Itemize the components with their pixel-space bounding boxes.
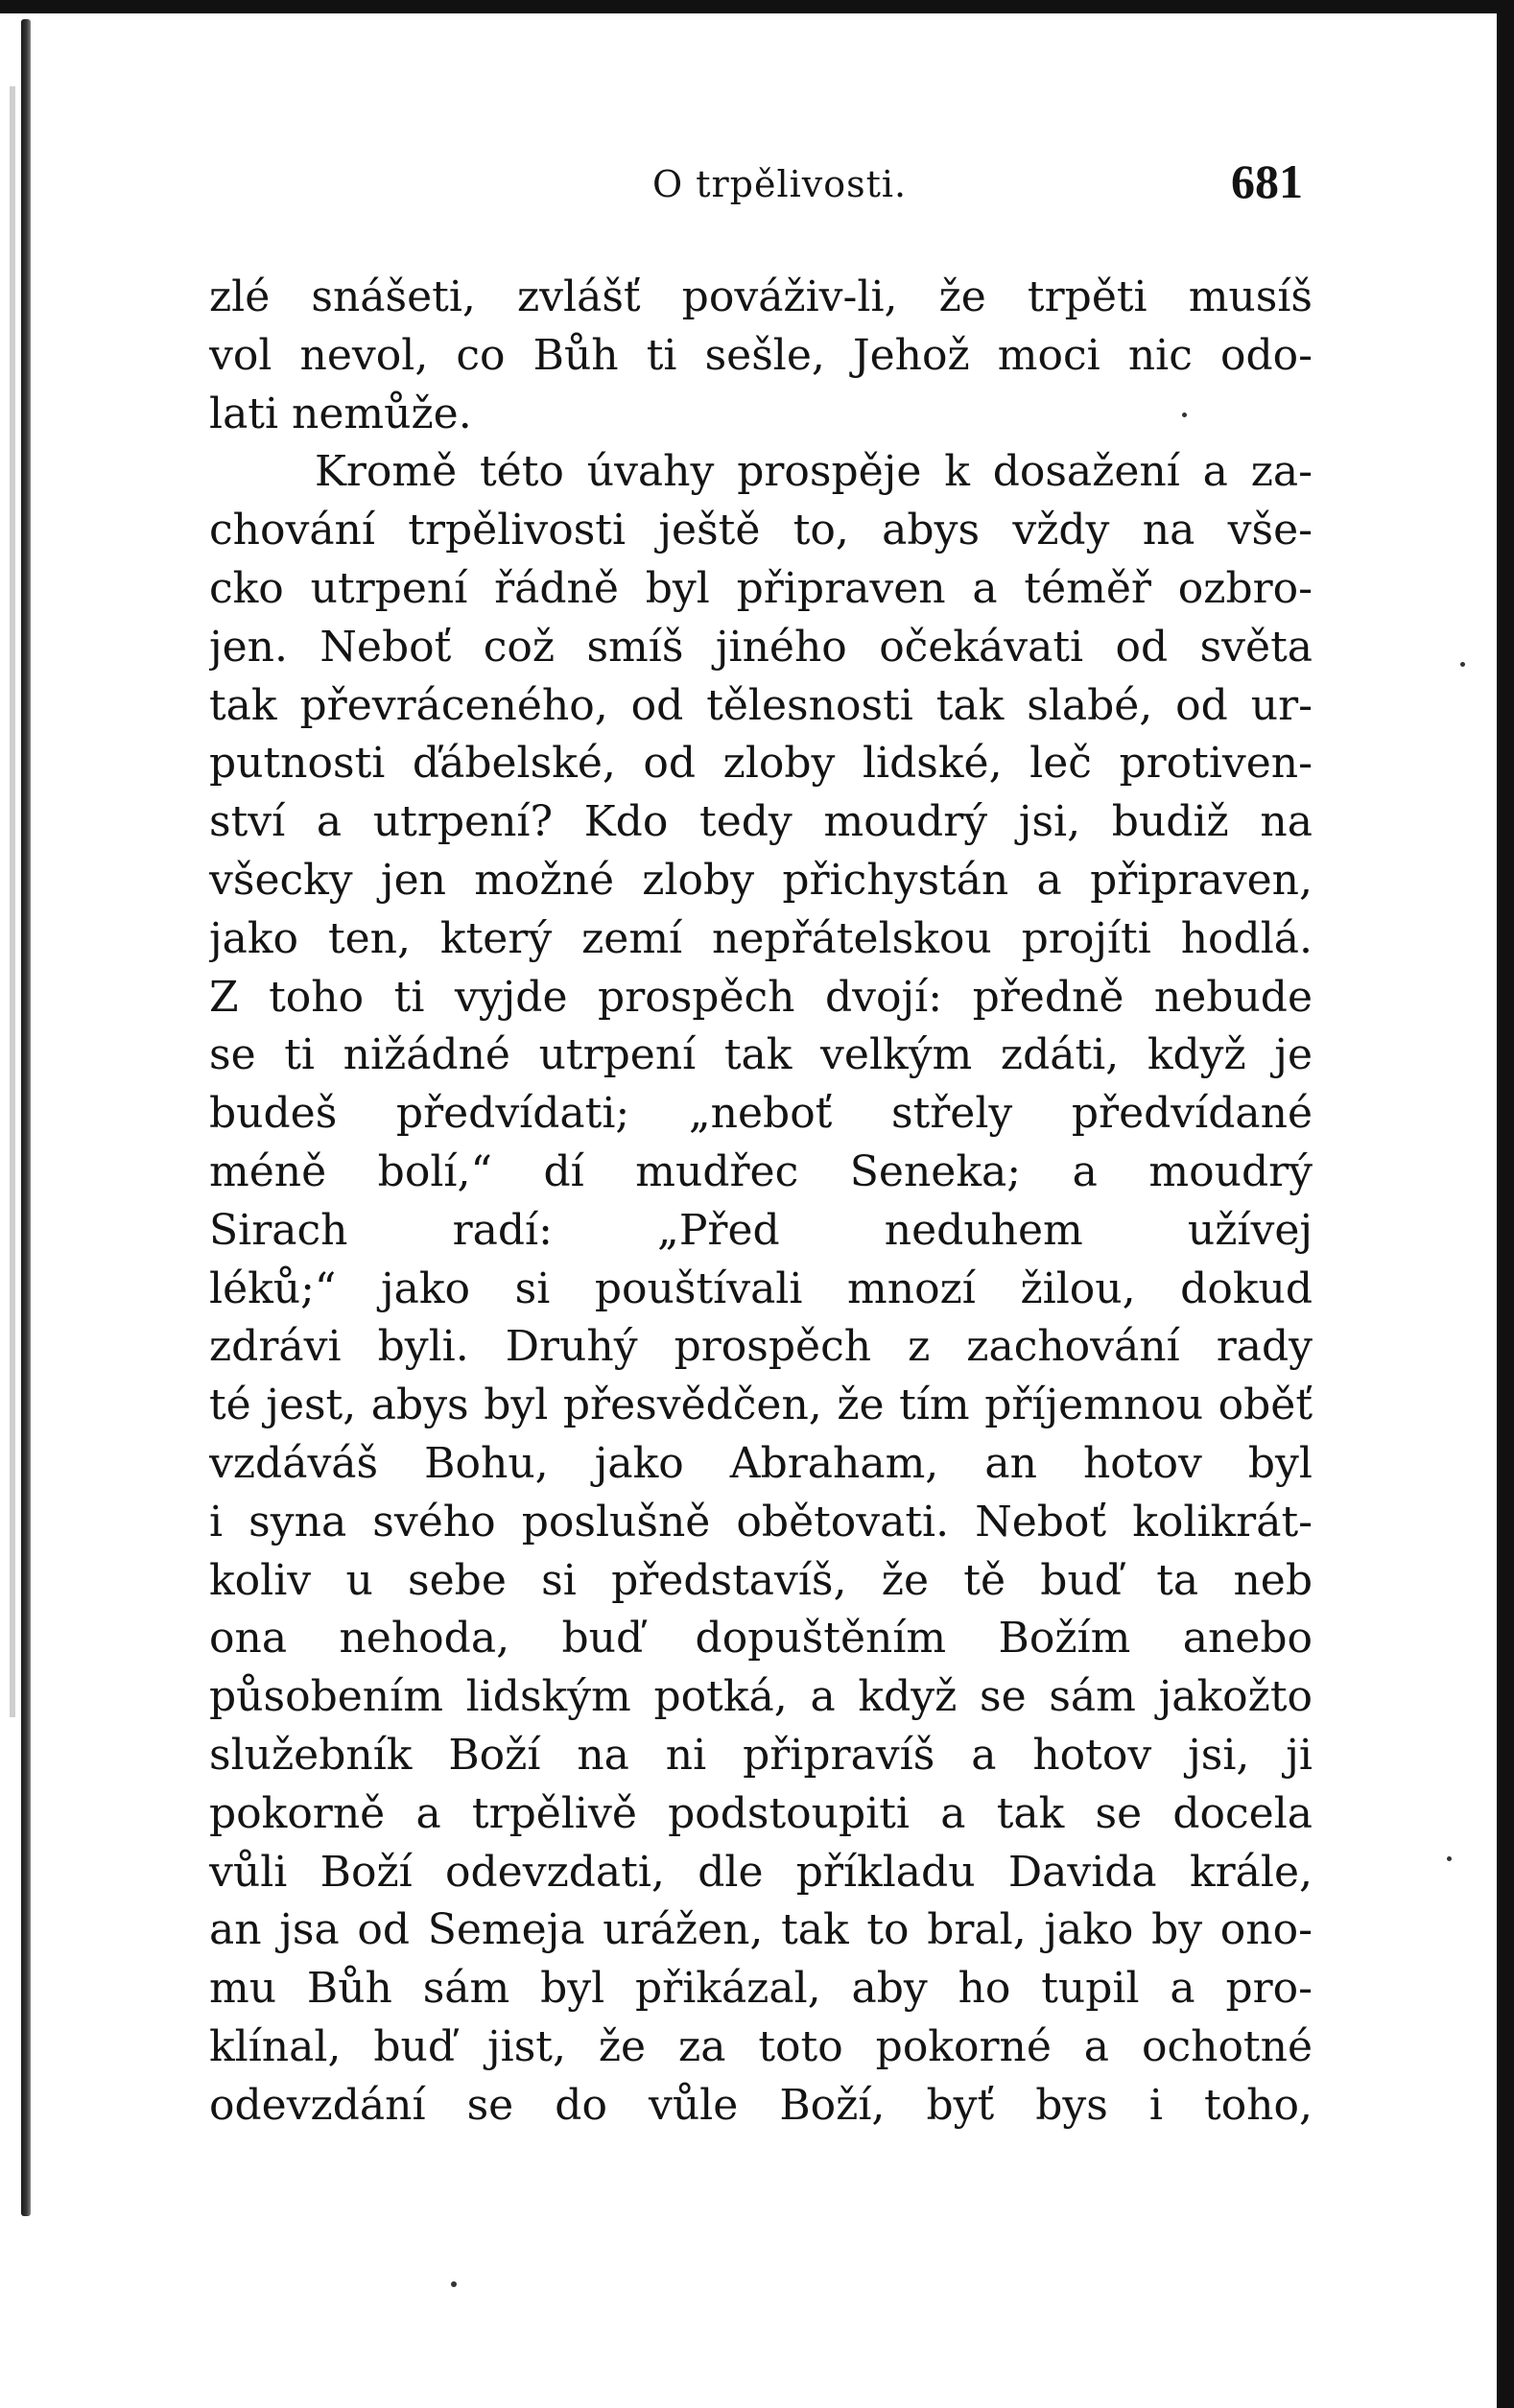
scan-border-top	[0, 0, 1514, 13]
text-line: odevzdání se do vůle Boží, byť bys i toho,	[209, 2080, 1313, 2130]
text-line: zlé snášeti, zvlášť pováživ-li, že trpěti musíš	[209, 272, 1313, 321]
text-line: i syna svého poslušně obětovati. Neboť kolikrát-	[209, 1497, 1313, 1546]
book-spine-edge	[21, 19, 31, 2216]
text-line: jen. Neboť což smíš jiného očekávati od světa	[209, 622, 1313, 672]
text-line: léků;“ jako si pouštívali mnozí žilou, dokud	[209, 1263, 1313, 1313]
running-title: O trpělivosti.	[652, 163, 908, 205]
text-line: klínal, buď jist, že za toto pokorné a ochotné	[209, 2021, 1313, 2071]
text-line: lati nemůže.	[209, 389, 472, 438]
text-line: působením lidským potká, a když se sám jakožto	[209, 1672, 1313, 1722]
text-line: zdrávi byli. Druhý prospěch z zachování rady	[209, 1322, 1313, 1372]
text-line: vůli Boží odevzdati, dle příkladu Davida krále,	[209, 1847, 1313, 1897]
text-line: putnosti ďábelské, od zloby lidské, leč protiven-	[209, 739, 1313, 789]
text-line: koliv u sebe si představíš, že tě buď ta neb	[209, 1555, 1313, 1605]
text-line: an jsa od Semeja urážen, tak to bral, jako by ono-	[209, 1905, 1313, 1955]
text-line: cko utrpení řádně byl připraven a téměř ozbro-	[209, 563, 1313, 613]
page-number: 681	[1231, 154, 1303, 208]
page-header	[201, 153, 1314, 221]
text-line: vol nevol, co Bůh ti sešle, Jehož moci nic odo-	[209, 330, 1313, 380]
text-line: tak převráceného, od tělesnosti tak slabé, od ur-	[209, 680, 1313, 730]
text-line: té jest, abys byl přesvědčen, že tím příjemnou oběť	[209, 1381, 1313, 1430]
text-line: pokorně a trpělivě podstoupiti a tak se docela	[209, 1788, 1313, 1838]
binding-shadow	[10, 86, 15, 1717]
text-line: méně bolí,“ dí mudřec Seneka; a moudrý	[209, 1146, 1313, 1196]
text-line: všecky jen možné zloby přichystán a připraven,	[209, 855, 1313, 905]
scan-border-right	[1497, 0, 1514, 2408]
text-line: chování trpělivosti ještě to, abys vždy na vše-	[209, 506, 1313, 555]
text-line: Sirach radí: „Před neduhem užívej	[209, 1205, 1313, 1255]
text-line: jako ten, který zemí nepřátelskou projíti hodlá.	[209, 913, 1313, 963]
text-line: mu Bůh sám byl přikázal, aby ho tupil a pro-	[209, 1964, 1313, 2014]
text-line: ství a utrpení? Kdo tedy moudrý jsi, budiž na	[209, 797, 1313, 847]
body-text	[209, 269, 1313, 2136]
text-line: vzdáváš Bohu, jako Abraham, an hotov byl	[209, 1438, 1313, 1488]
text-line: Z toho ti vyjde prospěch dvojí: předně nebude	[209, 972, 1313, 1022]
paper-speck	[1182, 413, 1187, 417]
paper-speck	[451, 2281, 457, 2287]
text-line: služebník Boží na ni připravíš a hotov jsi, ji	[209, 1730, 1313, 1780]
text-line: Kromě této úvahy prospěje k dosažení a za-	[315, 447, 1313, 497]
text-line: budeš předvídati; „neboť střely předvídané	[209, 1089, 1313, 1139]
paper-speck	[1460, 662, 1465, 667]
text-line: ona nehoda, buď dopuštěním Božím anebo	[209, 1614, 1313, 1664]
paper-speck	[1447, 1856, 1452, 1861]
text-line: se ti nižádné utrpení tak velkým zdáti, když je	[209, 1030, 1313, 1080]
